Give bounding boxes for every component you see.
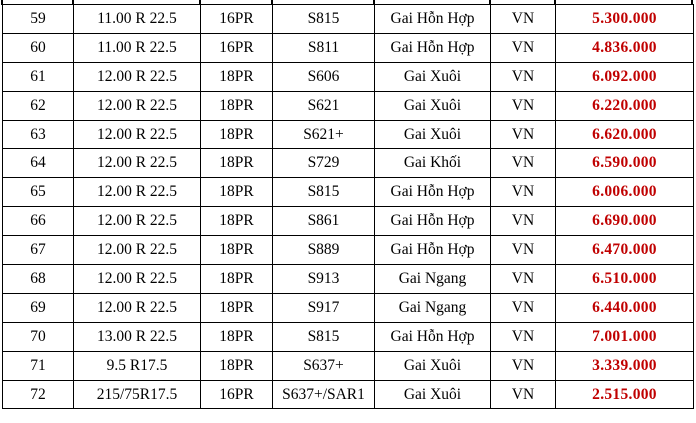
cell-size: 12.00 R 22.5: [74, 236, 201, 265]
cell-no: 68: [3, 265, 74, 294]
table-row: [3, 322, 694, 351]
cell-size: 13.00 R 22.5: [74, 322, 201, 351]
cell-tread-pattern: Gai Ngang: [375, 265, 491, 294]
table-row: [3, 207, 694, 236]
cell-size: 11.00 R 22.5: [74, 33, 201, 62]
cell-price: 7.001.000: [556, 322, 694, 351]
cell-ply-rating: 18PR: [201, 120, 273, 149]
cell-no: 67: [3, 236, 74, 265]
table-row: [3, 265, 694, 294]
cell-ply-rating: 18PR: [201, 149, 273, 178]
cell-model: S815: [273, 178, 375, 207]
cell-origin: VN: [491, 33, 556, 62]
cell-price: 6.470.000: [556, 236, 694, 265]
cell-origin: VN: [491, 322, 556, 351]
cell-ply-rating: 18PR: [201, 265, 273, 294]
price-table-body: [3, 5, 694, 409]
cell-model: S913: [273, 265, 375, 294]
cell-size: 12.00 R 22.5: [74, 62, 201, 91]
cell-ply-rating: 18PR: [201, 236, 273, 265]
cell-model: S889: [273, 236, 375, 265]
cell-price: 6.690.000: [556, 207, 694, 236]
cell-ply-rating: 18PR: [201, 322, 273, 351]
cell-origin: VN: [491, 91, 556, 120]
cell-tread-pattern: Gai Xuôi: [375, 120, 491, 149]
table-row: [3, 236, 694, 265]
table-row: [3, 120, 694, 149]
table-row: [3, 293, 694, 322]
cell-size: 9.5 R17.5: [74, 351, 201, 380]
cell-model: S637+: [273, 351, 375, 380]
cell-price: 4.836.000: [556, 33, 694, 62]
cell-origin: VN: [491, 62, 556, 91]
cell-price: 6.006.000: [556, 178, 694, 207]
table-row: [3, 351, 694, 380]
cell-size: 12.00 R 22.5: [74, 149, 201, 178]
cell-price: 6.510.000: [556, 265, 694, 294]
cell-ply-rating: 16PR: [201, 33, 273, 62]
cell-size: 12.00 R 22.5: [74, 120, 201, 149]
cell-size: 12.00 R 22.5: [74, 207, 201, 236]
cell-price: 6.220.000: [556, 91, 694, 120]
cell-no: 59: [3, 5, 74, 34]
cell-price: 6.590.000: [556, 149, 694, 178]
cell-no: 66: [3, 207, 74, 236]
cell-tread-pattern: Gai Xuôi: [375, 91, 491, 120]
cell-origin: VN: [491, 149, 556, 178]
cell-origin: VN: [491, 293, 556, 322]
cell-origin: VN: [491, 380, 556, 409]
cell-no: 65: [3, 178, 74, 207]
cell-no: 61: [3, 62, 74, 91]
table-row: [3, 149, 694, 178]
cell-model: S815: [273, 322, 375, 351]
cell-ply-rating: 18PR: [201, 351, 273, 380]
table-row: [3, 91, 694, 120]
cell-model: S729: [273, 149, 375, 178]
table-row: [3, 5, 694, 34]
cell-size: 12.00 R 22.5: [74, 178, 201, 207]
cell-price: 2.515.000: [556, 380, 694, 409]
cell-origin: VN: [491, 236, 556, 265]
tire-price-table: [2, 4, 694, 409]
table-row: [3, 178, 694, 207]
cell-model: S637+/SAR1: [273, 380, 375, 409]
cell-size: 215/75R17.5: [74, 380, 201, 409]
cell-no: 71: [3, 351, 74, 380]
cell-price: 6.440.000: [556, 293, 694, 322]
cell-price: 6.620.000: [556, 120, 694, 149]
cell-origin: VN: [491, 207, 556, 236]
cell-no: 63: [3, 120, 74, 149]
table-row: [3, 380, 694, 409]
cell-size: 12.00 R 22.5: [74, 265, 201, 294]
cell-tread-pattern: Gai Hỗn Hợp: [375, 33, 491, 62]
cell-no: 62: [3, 91, 74, 120]
cell-model: S621+: [273, 120, 375, 149]
cell-no: 60: [3, 33, 74, 62]
table-row: [3, 33, 694, 62]
cell-price: 6.092.000: [556, 62, 694, 91]
cell-ply-rating: 18PR: [201, 62, 273, 91]
cell-size: 11.00 R 22.5: [74, 5, 201, 34]
cell-origin: VN: [491, 178, 556, 207]
cell-origin: VN: [491, 351, 556, 380]
cell-no: 64: [3, 149, 74, 178]
cell-tread-pattern: Gai Hỗn Hợp: [375, 5, 491, 34]
cell-tread-pattern: Gai Xuôi: [375, 62, 491, 91]
cell-ply-rating: 18PR: [201, 178, 273, 207]
cell-model: S861: [273, 207, 375, 236]
cell-model: S815: [273, 5, 375, 34]
cell-tread-pattern: Gai Hỗn Hợp: [375, 207, 491, 236]
cell-tread-pattern: Gai Hỗn Hợp: [375, 178, 491, 207]
cell-size: 12.00 R 22.5: [74, 91, 201, 120]
cell-tread-pattern: Gai Hỗn Hợp: [375, 322, 491, 351]
cell-origin: VN: [491, 265, 556, 294]
table-row: [3, 62, 694, 91]
cell-ply-rating: 18PR: [201, 293, 273, 322]
cell-model: S621: [273, 91, 375, 120]
cell-no: 69: [3, 293, 74, 322]
cell-ply-rating: 18PR: [201, 207, 273, 236]
cell-no: 72: [3, 380, 74, 409]
cell-no: 70: [3, 322, 74, 351]
cell-model: S606: [273, 62, 375, 91]
cell-ply-rating: 16PR: [201, 380, 273, 409]
cell-tread-pattern: Gai Hỗn Hợp: [375, 236, 491, 265]
cell-origin: VN: [491, 5, 556, 34]
cell-ply-rating: 16PR: [201, 5, 273, 34]
cell-model: S811: [273, 33, 375, 62]
cell-origin: VN: [491, 120, 556, 149]
cell-tread-pattern: Gai Khối: [375, 149, 491, 178]
cell-tread-pattern: Gai Xuôi: [375, 351, 491, 380]
cell-model: S917: [273, 293, 375, 322]
cell-size: 12.00 R 22.5: [74, 293, 201, 322]
cell-price: 3.339.000: [556, 351, 694, 380]
cell-tread-pattern: Gai Xuôi: [375, 380, 491, 409]
cell-tread-pattern: Gai Ngang: [375, 293, 491, 322]
cell-ply-rating: 18PR: [201, 91, 273, 120]
cell-price: 5.300.000: [556, 5, 694, 34]
